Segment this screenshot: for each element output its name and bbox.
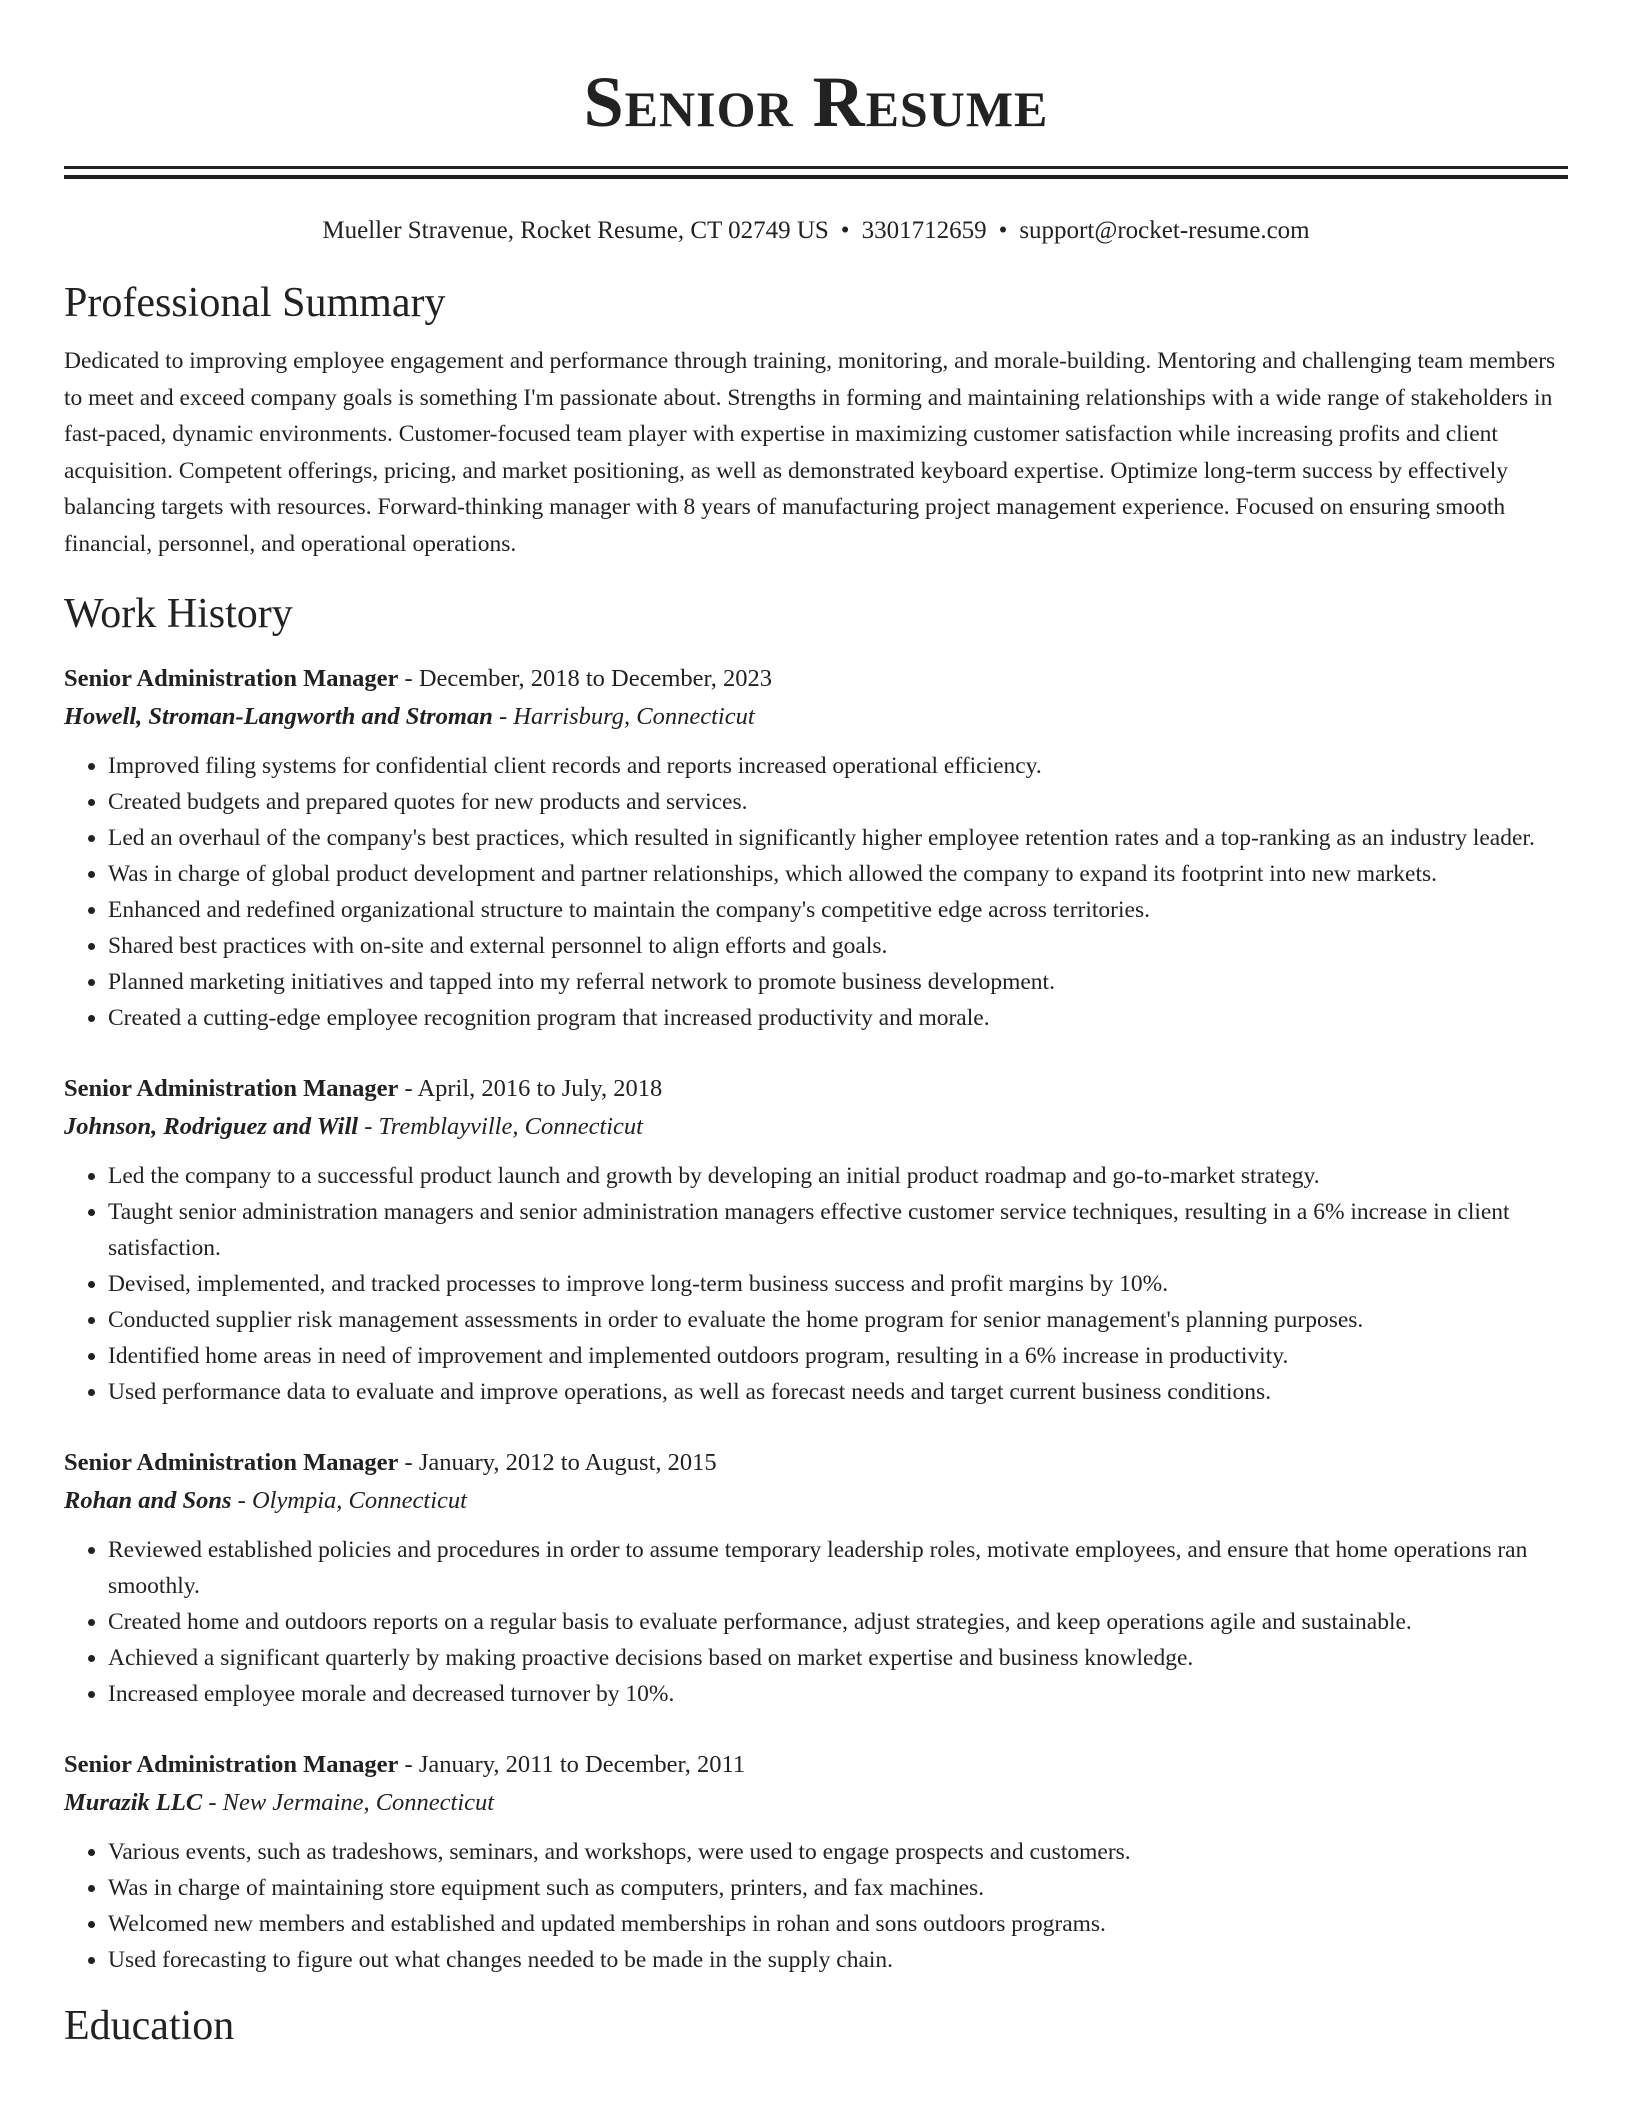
company-line: Murazik LLC - New Jermaine, Connecticut xyxy=(64,1789,495,1816)
company-location: New Jermaine, Connecticut xyxy=(222,1789,495,1816)
bullet-item: • Was in charge of global product development and partner relationships, which allowed the company to expand its footprint into new markets. xyxy=(108,856,1568,892)
resume-name: Senior Resume xyxy=(583,62,1049,142)
job-title-line: Senior Administration Manager - January, 2011 to December, 2011 xyxy=(64,1751,746,1778)
bullet-item: • Conducted supplier risk management assessments in order to evaluate the home program for senior management's planning purposes. xyxy=(108,1302,1568,1338)
bullet-item: • Used forecasting to figure out what changes needed to be made in the supply chain. xyxy=(108,1942,1568,1978)
company-location: Olympia, Connecticut xyxy=(251,1487,467,1514)
bullet-item: • Welcomed new members and established and updated memberships in rohan and sons outdoors programs. xyxy=(108,1906,1568,1942)
bullet-item: • Improved filing systems for confidential client records and reports increased operational efficiency. xyxy=(108,748,1568,784)
job-title-line: Senior Administration Manager - January, 2012 to August, 2015 xyxy=(64,1449,717,1476)
job-dates: January, 2012 to August, 2015 xyxy=(418,1449,717,1476)
work-history-heading: Work History xyxy=(64,591,293,637)
summary-heading: Professional Summary xyxy=(64,280,446,326)
company-name: Howell, Stroman-Langworth and Stroman xyxy=(64,703,493,730)
bullet-item: • Enhanced and redefined organizational structure to maintain the company's competitive edge across territories. xyxy=(108,892,1568,928)
job-entry xyxy=(64,1444,1568,1712)
header-divider-thin xyxy=(64,166,1568,169)
job-title: Senior Administration Manager xyxy=(64,1449,399,1476)
bullet-item: • Taught senior administration managers and senior administration managers effective customer service techniques, resulting in a 6% increase in client satisfaction. xyxy=(108,1194,1568,1266)
bullet-item: • Reviewed established policies and procedures in order to assume temporary leadership roles, motivate employees, and ensure that home operations ran smoothly. xyxy=(108,1532,1568,1604)
contact-line xyxy=(64,215,1568,247)
job-bullets xyxy=(64,1532,1568,1712)
contact-address: Mueller Stravenue, Rocket Resume, CT 02749 US xyxy=(322,217,829,244)
job-dates: January, 2011 to December, 2011 xyxy=(418,1751,746,1778)
job-title: Senior Administration Manager xyxy=(64,665,399,692)
header-divider-thick xyxy=(64,175,1568,179)
bullet-item: • Used performance data to evaluate and improve operations, as well as forecast needs and target current business conditions. xyxy=(108,1374,1568,1410)
contact-phone: 3301712659 xyxy=(861,217,987,244)
contact-separator: • xyxy=(840,217,850,244)
job-bullets xyxy=(64,1158,1568,1410)
summary-text: Dedicated to improving employee engagement and performance through training, monitoring, and morale-building. Mentoring and challenging team members to meet and exceed company goals is something I'm passionate about. Strengths in forming and maintaining relationships with a wide range of stakeholders in fast-paced, dynamic environments. Customer-focused team player with expertise in maximizing customer satisfaction while increasing profits and client acquisition. Competent offerings, pricing, and market positioning, as well as demonstrated keyboard expertise. Optimize long-term success by effectively balancing targets with resources. Forward-thinking manager with 8 years of manufacturing project management experience. Focused on ensuring smooth financial, personnel, and operational operations. xyxy=(64,348,1556,557)
bullet-item: • Various events, such as tradeshows, seminars, and workshops, were used to engage prospects and customers. xyxy=(108,1834,1568,1870)
job-entry xyxy=(64,1746,1568,1978)
job-title: Senior Administration Manager xyxy=(64,1751,399,1778)
company-name: Johnson, Rodriguez and Will xyxy=(64,1113,359,1140)
bullet-item: • Planned marketing initiatives and tapped into my referral network to promote business development. xyxy=(108,964,1568,1000)
bullet-item: • Led the company to a successful product launch and growth by developing an initial product roadmap and go-to-market strategy. xyxy=(108,1158,1568,1194)
bullet-item: • Led an overhaul of the company's best practices, which resulted in significantly higher employee retention rates and a top-ranking as an industry leader. xyxy=(108,820,1568,856)
job-dates: December, 2018 to December, 2023 xyxy=(418,665,772,692)
company-name: Murazik LLC xyxy=(64,1789,203,1816)
job-entry xyxy=(64,1070,1568,1410)
bullet-item: • Created budgets and prepared quotes for new products and services. xyxy=(108,784,1568,820)
job-bullets xyxy=(64,1834,1568,1978)
company-location: Tremblayville, Connecticut xyxy=(378,1113,643,1140)
bullet-item: • Shared best practices with on-site and external personnel to align efforts and goals. xyxy=(108,928,1568,964)
bullet-item: • Was in charge of maintaining store equipment such as computers, printers, and fax machines. xyxy=(108,1870,1568,1906)
contact-separator: • xyxy=(998,217,1008,244)
company-location: Harrisburg, Connecticut xyxy=(513,703,755,730)
company-line: Rohan and Sons - Olympia, Connecticut xyxy=(64,1487,467,1514)
job-dates: April, 2016 to July, 2018 xyxy=(417,1075,663,1102)
bullet-item: • Identified home areas in need of improvement and implemented outdoors program, resulting in a 6% increase in productivity. xyxy=(108,1338,1568,1374)
bullet-item: • Created home and outdoors reports on a regular basis to evaluate performance, adjust strategies, and keep operations agile and sustainable. xyxy=(108,1604,1568,1640)
education-heading: Education xyxy=(64,2003,235,2049)
company-line: Howell, Stroman-Langworth and Stroman - Harrisburg, Connecticut xyxy=(64,703,755,730)
job-bullets xyxy=(64,748,1568,1036)
bullet-item: • Increased employee morale and decreased turnover by 10%. xyxy=(108,1676,1568,1712)
job-entry xyxy=(64,660,1568,1036)
bullet-item: • Achieved a significant quarterly by making proactive decisions based on market expertise and business knowledge. xyxy=(108,1640,1568,1676)
contact-email: support@rocket-resume.com xyxy=(1019,217,1310,244)
bullet-item: • Created a cutting-edge employee recognition program that increased productivity and morale. xyxy=(108,1000,1568,1036)
bullet-item: • Devised, implemented, and tracked processes to improve long-term business success and profit margins by 10%. xyxy=(108,1266,1568,1302)
company-line: Johnson, Rodriguez and Will - Tremblayville, Connecticut xyxy=(64,1113,643,1140)
company-name: Rohan and Sons xyxy=(64,1487,232,1514)
job-title-line: Senior Administration Manager - April, 2016 to July, 2018 xyxy=(64,1075,663,1102)
job-title: Senior Administration Manager xyxy=(64,1075,399,1102)
job-title-line: Senior Administration Manager - December, 2018 to December, 2023 xyxy=(64,665,772,692)
